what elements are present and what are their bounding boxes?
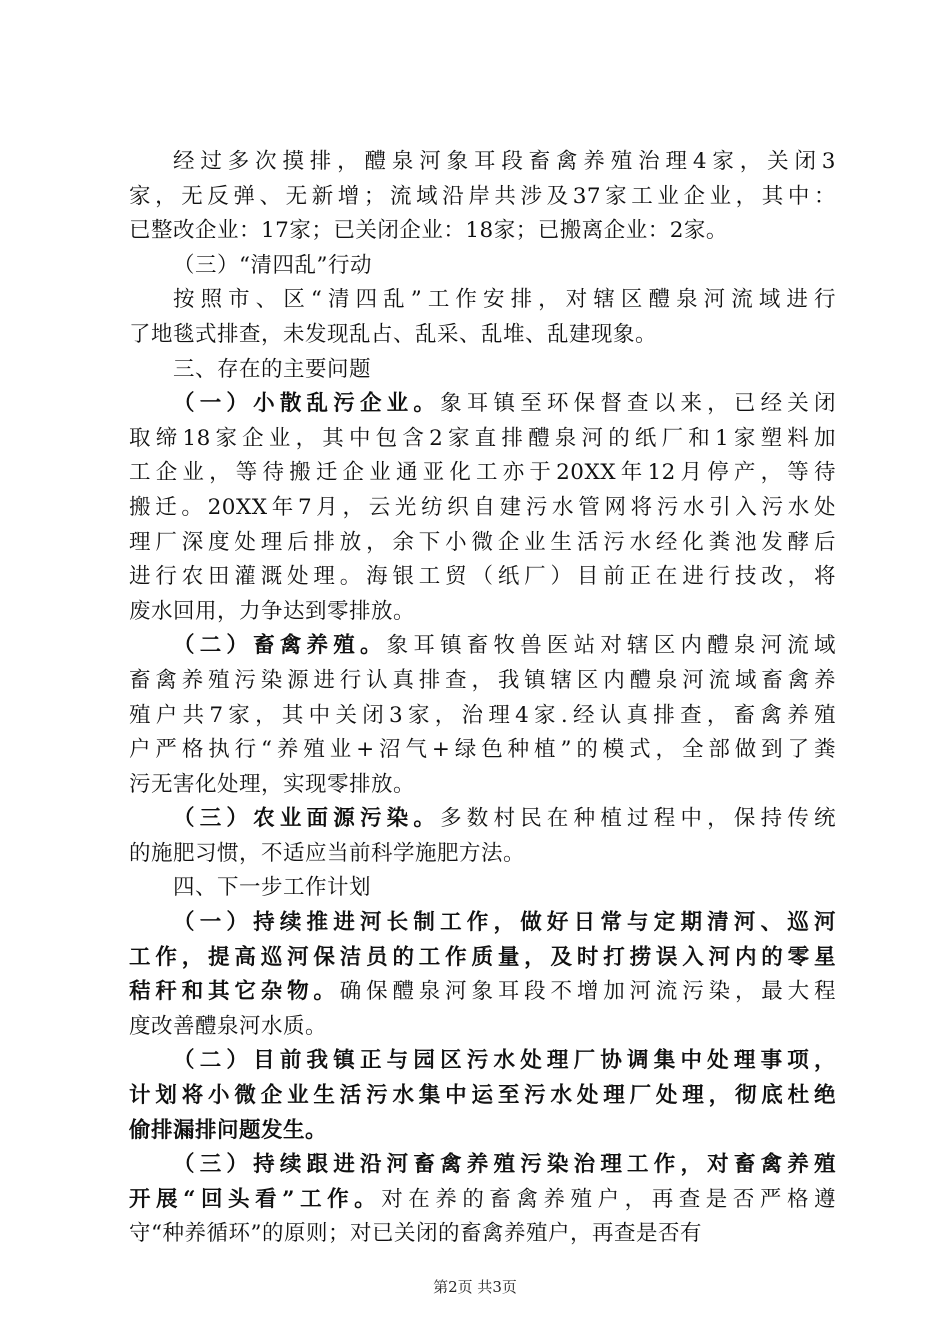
bold-text-segment: （一）小散乱污企业。 [173,391,441,417]
paragraph-p3 [129,283,836,352]
text-line [129,353,836,388]
bold-text-segment: 工作，提高巡河保洁员的工作质量，及时打捞误入河内的零星 [129,944,836,970]
text-line [129,1010,836,1045]
text-line [129,318,836,353]
text-line [129,283,836,318]
text-line [129,1217,836,1252]
paragraph-p6 [129,629,836,802]
text-segment: 象耳镇畜牧兽医站对辖区内醴泉河流域 [386,633,836,659]
bold-text-segment: （三）持续跟进沿河畜禽养殖污染治理工作，对畜禽养殖 [173,1152,836,1178]
paragraph-p5 [129,387,836,629]
text-segment: 经过多次摸排，醴泉河象耳段畜禽养殖治理4家，关闭3 [173,149,836,174]
text-line [129,491,836,526]
text-line [129,456,836,491]
text-segment: 家，无反弹、无新增；流域沿岸共涉及37家工业企业，其中： [129,183,836,209]
text-segment: 了地毯式排查，未发现乱占、乱采、乱堆、乱建现象。 [129,321,658,347]
bold-text-segment: 秸秆和其它杂物。 [129,979,340,1005]
text-segment: 的施肥习惯，不适应当前科学施肥方法。 [129,840,526,866]
text-segment: 守“种养循环”的原则；对已关闭的畜禽养殖户，再查是否有 [129,1221,702,1247]
text-segment: 取缔18家企业，其中包含2家直排醴泉河的纸厂和1家塑料加 [129,425,836,451]
paragraph-p2 [129,249,836,284]
text-segment: 三、存在的主要问题 [173,356,372,382]
text-segment: 工企业，等待搬迁企业通亚化工亦于20XX年12月停产，等待 [129,460,836,486]
text-segment: 度改善醴泉河水质。 [129,1013,328,1039]
text-segment: 对在养的畜禽养殖户，再查是否严格遵 [381,1186,836,1212]
text-segment: 已整改企业：17家；已关闭企业：18家；已搬离企业：2家。 [129,218,728,244]
text-segment: 多数村民在种植过程中，保持传统 [440,806,836,832]
bold-text-segment: （二）畜禽养殖。 [173,633,387,659]
text-line [129,629,836,664]
page-footer: 第2页 共3页 [433,1278,517,1296]
text-line [129,1148,836,1183]
text-segment: 进行农田灌溉处理。海银工贸（纸厂）目前正在进行技改，将 [129,564,836,590]
text-line [129,145,836,180]
bold-text-segment: （一）持续推进河长制工作，做好日常与定期清河、巡河 [173,910,836,936]
paragraph-p7 [129,802,836,871]
text-segment: 象耳镇至环保督查以来，已经关闭 [440,391,836,417]
text-line [129,526,836,561]
text-segment: （三）“清四乱”行动 [173,252,372,278]
bold-text-segment: 计划将小微企业生活污水集中运至污水处理厂处理，彻底杜绝 [129,1083,836,1109]
text-line [129,1114,836,1149]
document-body [129,145,836,1252]
text-line [129,699,836,734]
text-line [129,422,836,457]
text-segment: 污无害化处理，实现零排放。 [129,771,416,797]
text-line [129,249,836,284]
text-segment: 废水回用，力争达到零排放。 [129,598,416,624]
text-line [129,871,836,906]
text-line [129,906,836,941]
text-segment: 搬迁。20XX年7月，云光纺织自建污水管网将污水引入污水处 [129,494,836,520]
bold-text-segment: 开展“回头看”工作。 [129,1186,382,1212]
paragraph-p9 [129,906,836,1044]
text-line [129,214,836,249]
text-line [129,180,836,215]
text-line [129,560,836,595]
text-segment: 按照市、区“清四乱”工作安排，对辖区醴泉河流域进行 [173,287,836,313]
bold-text-segment: （二）目前我镇正与园区污水处理厂协调集中处理事项， [173,1048,836,1074]
bold-text-segment: （三）农业面源污染。 [173,806,441,832]
text-segment: 户严格执行“养殖业+沼气+绿色种植”的模式，全部做到了粪 [129,737,836,763]
text-segment: 四、下一步工作计划 [173,875,372,901]
text-line [129,1044,836,1079]
text-line [129,837,836,872]
text-line [129,1183,836,1218]
text-line [129,387,836,422]
text-line [129,595,836,630]
text-line [129,664,836,699]
text-segment: 理厂深度处理后排放，余下小微企业生活污水经化粪池发酵后 [129,529,836,555]
text-line [129,1079,836,1114]
text-line [129,975,836,1010]
text-line [129,733,836,768]
text-line [129,941,836,976]
text-segment: 确保醴泉河象耳段不增加河流污染，最大程 [339,979,836,1005]
bold-text-segment: 偷排漏排问题发生。 [129,1117,328,1143]
text-segment: 殖户共7家，其中关闭3家，治理4家.经认真排查，畜禽养殖 [129,702,836,728]
paragraph-p1 [129,145,836,249]
text-line [129,802,836,837]
text-line [129,768,836,803]
paragraph-p8 [129,871,836,906]
paragraph-p4 [129,353,836,388]
text-segment: 畜禽养殖污染源进行认真排查，我镇辖区内醴泉河流域畜禽养 [129,667,836,693]
paragraph-p11 [129,1148,836,1252]
paragraph-p10 [129,1044,836,1148]
